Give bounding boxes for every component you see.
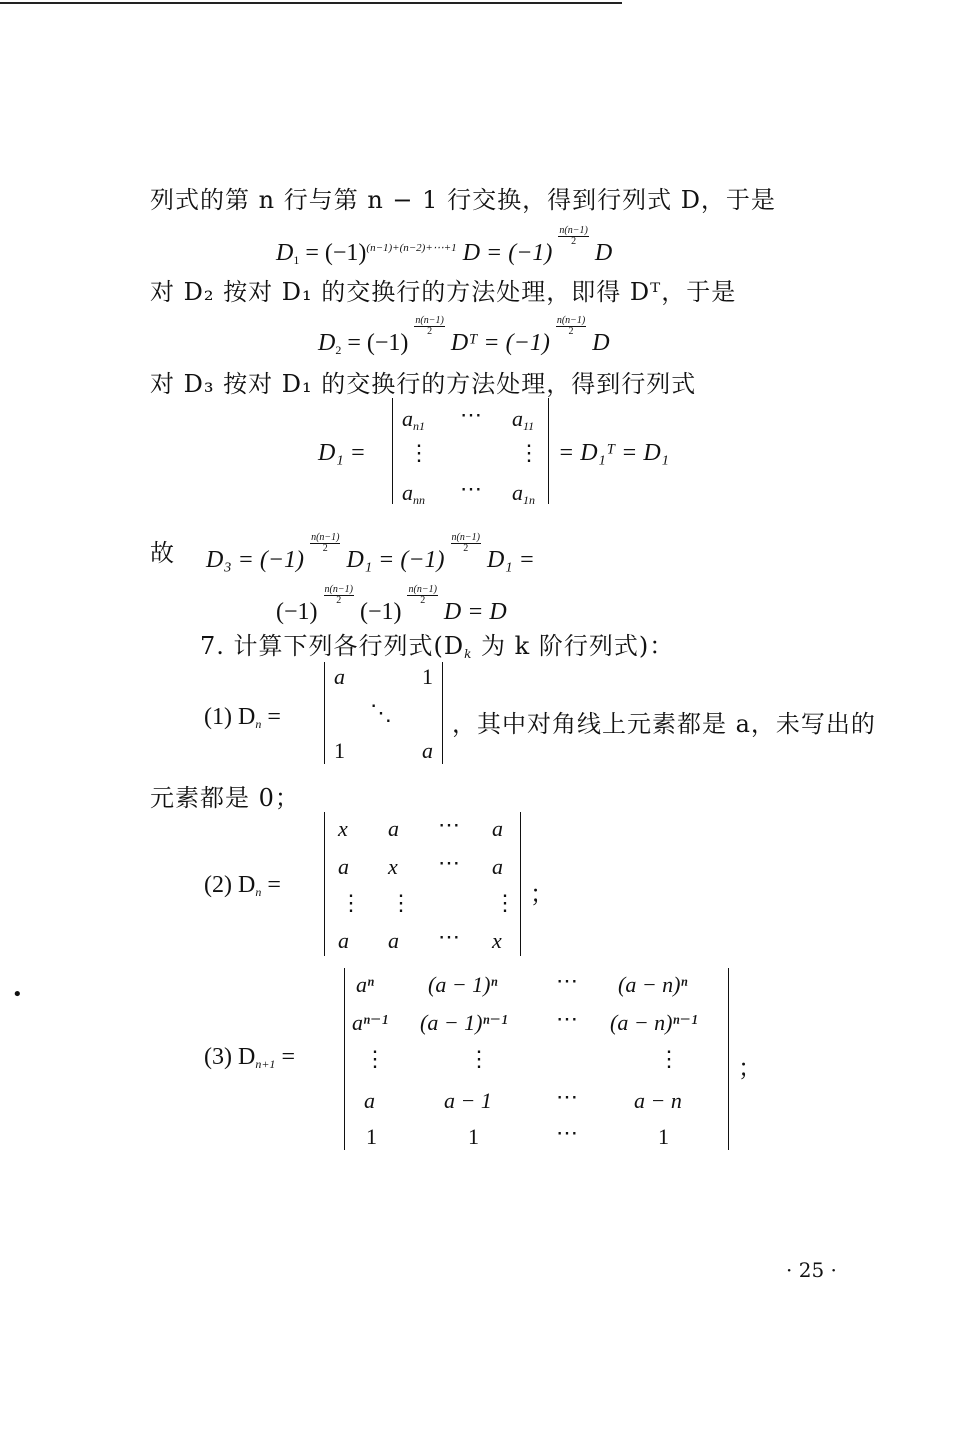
- p2-r2c1: a: [338, 854, 349, 879]
- p1-diagonal-dots: ⋱: [370, 700, 392, 725]
- p1-description-cont: 元素都是 0；: [150, 784, 300, 812]
- p3-r4c2: a − 1: [444, 1088, 492, 1113]
- problem-7-heading: 7. 计算下列各行列式($D_k$ 为 k 阶行列式)：: [200, 632, 675, 661]
- eq1-mid: = (−1): [305, 240, 367, 266]
- p3-r2c3: ⋯: [556, 1006, 578, 1031]
- p1-description: ，其中对角线上元素都是 a，未写出的: [452, 710, 876, 738]
- p3-r3c4: ⋮: [658, 1046, 680, 1071]
- paragraph-3: 对 D₃ 按对 D₁ 的交换行的方法处理，得到行列式: [150, 370, 697, 398]
- p3-r2c1: aⁿ⁻¹: [352, 1010, 389, 1035]
- p2-r4c1: a: [338, 928, 349, 953]
- p2-semicolon: ；: [530, 882, 554, 908]
- gu-fraction-3: $\frac{n(n-1)}{2}$: [324, 584, 353, 606]
- p2-left-bar: [324, 812, 325, 956]
- p3-r5c4: 1: [658, 1124, 669, 1149]
- p3-left-bar: [344, 968, 345, 1150]
- p3-r4c1: a: [364, 1088, 375, 1113]
- p3-r2c4: (a − n)ⁿ⁻¹: [610, 1010, 698, 1035]
- top-rule: [0, 2, 622, 4]
- eq2-fraction-2: $\frac{n(n-1)}{2}$: [556, 315, 586, 337]
- equation-2: [318, 316, 610, 358]
- eq2-mid2: Dᵀ = (−1): [450, 330, 550, 356]
- p2-label: (2) $D_n$ =: [204, 872, 281, 899]
- p3-semicolon: ；: [738, 1056, 762, 1082]
- p2-r3c4: ⋮: [494, 890, 516, 915]
- page-number: · 25 ·: [786, 1258, 837, 1282]
- p2-r2c2: x: [388, 854, 398, 879]
- p2-r3c1: ⋮: [340, 890, 362, 915]
- p2-r2c4: a: [492, 854, 503, 879]
- p3-r1c2: (a − 1)ⁿ: [428, 972, 498, 997]
- eq1-exponent: (n−1)+(n−2)+⋯+1: [366, 242, 457, 254]
- p1-cell-a-top: a: [334, 664, 345, 689]
- eq2-sub: 2: [335, 343, 342, 357]
- p3-r4c4: a − n: [634, 1088, 682, 1113]
- p3-r5c3: ⋯: [556, 1120, 578, 1145]
- det1-cell-a11: $a_{11}$: [512, 406, 535, 433]
- gu-fraction-4: $\frac{n(n-1)}{2}$: [408, 584, 437, 606]
- p1-cell-one-bottom: 1: [334, 738, 345, 763]
- p3-r1c3: ⋯: [556, 968, 578, 993]
- gu-label: 故: [150, 539, 175, 567]
- p2-right-bar: [520, 812, 521, 956]
- p2-r4c3: ⋯: [438, 924, 460, 949]
- p2-r1c4: a: [492, 816, 503, 841]
- gu-line-1: D₃ = (−1) $\frac{n(n-1)}{2}$ D₁ = (−1) $\frac{n(n-1)}{2}$ D₁ =: [206, 532, 535, 573]
- eq2-lhs: D: [318, 330, 336, 356]
- det1-cell-a1n: $a_{1n}$: [512, 480, 535, 507]
- p2-r4c2: a: [388, 928, 399, 953]
- p2-r1c3: ⋯: [438, 812, 460, 837]
- gu-fraction-2: $\frac{n(n-1)}{2}$: [451, 532, 480, 554]
- det1-rhs: = D₁ᵀ = D₁: [558, 440, 670, 466]
- p3-r3c1: ⋮: [364, 1046, 386, 1071]
- p1-right-bar: [442, 662, 443, 764]
- gu-fraction-1: $\frac{n(n-1)}{2}$: [311, 532, 340, 554]
- det1-cell-vdots-1: ⋮: [408, 440, 430, 465]
- eq2-mid: = (−1): [347, 330, 409, 356]
- p3-r4c3: ⋯: [556, 1084, 578, 1109]
- eq1-rhs: D: [594, 240, 613, 266]
- det1-left-bar: [392, 398, 393, 504]
- det1-cell-ann: $a_{nn}$: [402, 480, 425, 507]
- p3-r5c2: 1: [468, 1124, 479, 1149]
- equation-1: [276, 226, 612, 268]
- det1-cell-vdots-2: ⋮: [518, 440, 540, 465]
- eq1-mid2: D = (−1): [462, 240, 553, 266]
- p3-r1c4: (a − n)ⁿ: [618, 972, 688, 997]
- eq2-fraction-1: $\frac{n(n-1)}{2}$: [415, 315, 444, 337]
- det1-right-bar: [548, 398, 549, 504]
- eq1-lhs: D: [276, 240, 294, 266]
- p3-right-bar: [728, 968, 729, 1150]
- p3-r5c1: 1: [366, 1124, 377, 1149]
- gu-line-2: (−1) $\frac{n(n-1)}{2}$ (−1) $\frac{n(n-1)}{2}$ D = D: [276, 584, 507, 625]
- p2-r4c4: x: [492, 928, 502, 953]
- p2-r2c3: ⋯: [438, 850, 460, 875]
- p1-cell-a-bottom: a: [422, 738, 433, 763]
- p3-r2c2: (a − 1)ⁿ⁻¹: [420, 1010, 508, 1035]
- eq2-rhs: D: [592, 330, 610, 356]
- eq1-sub: 1: [293, 253, 300, 267]
- p3-r1c1: aⁿ: [356, 972, 374, 997]
- p2-r1c1: x: [338, 816, 348, 841]
- eq1-fraction: $\frac{n(n-1)}{2}$: [559, 225, 588, 247]
- det1-cell-an1: $a_{n1}$: [402, 406, 425, 433]
- p3-r3c2: ⋮: [468, 1046, 490, 1071]
- det1-cell-hdots-1: ⋯: [460, 402, 482, 427]
- p1-left-bar: [324, 662, 325, 764]
- p1-cell-one-top: 1: [422, 664, 433, 689]
- p3-label: (3) $D_{n+1}$ =: [204, 1044, 295, 1071]
- stray-mark: •: [12, 984, 23, 1005]
- p1-label: (1) $D_n$ =: [204, 704, 281, 731]
- det1-cell-hdots-2: ⋯: [460, 476, 482, 501]
- p2-r3c2: ⋮: [390, 890, 412, 915]
- paragraph-2: 对 D₂ 按对 D₁ 的交换行的方法处理，即得 Dᵀ，于是: [150, 278, 737, 306]
- paragraph-1: 列式的第 n 行与第 n − 1 行交换，得到行列式 D，于是: [150, 186, 776, 214]
- p2-r1c2: a: [388, 816, 399, 841]
- det1-lhs: D₁ =: [318, 440, 366, 466]
